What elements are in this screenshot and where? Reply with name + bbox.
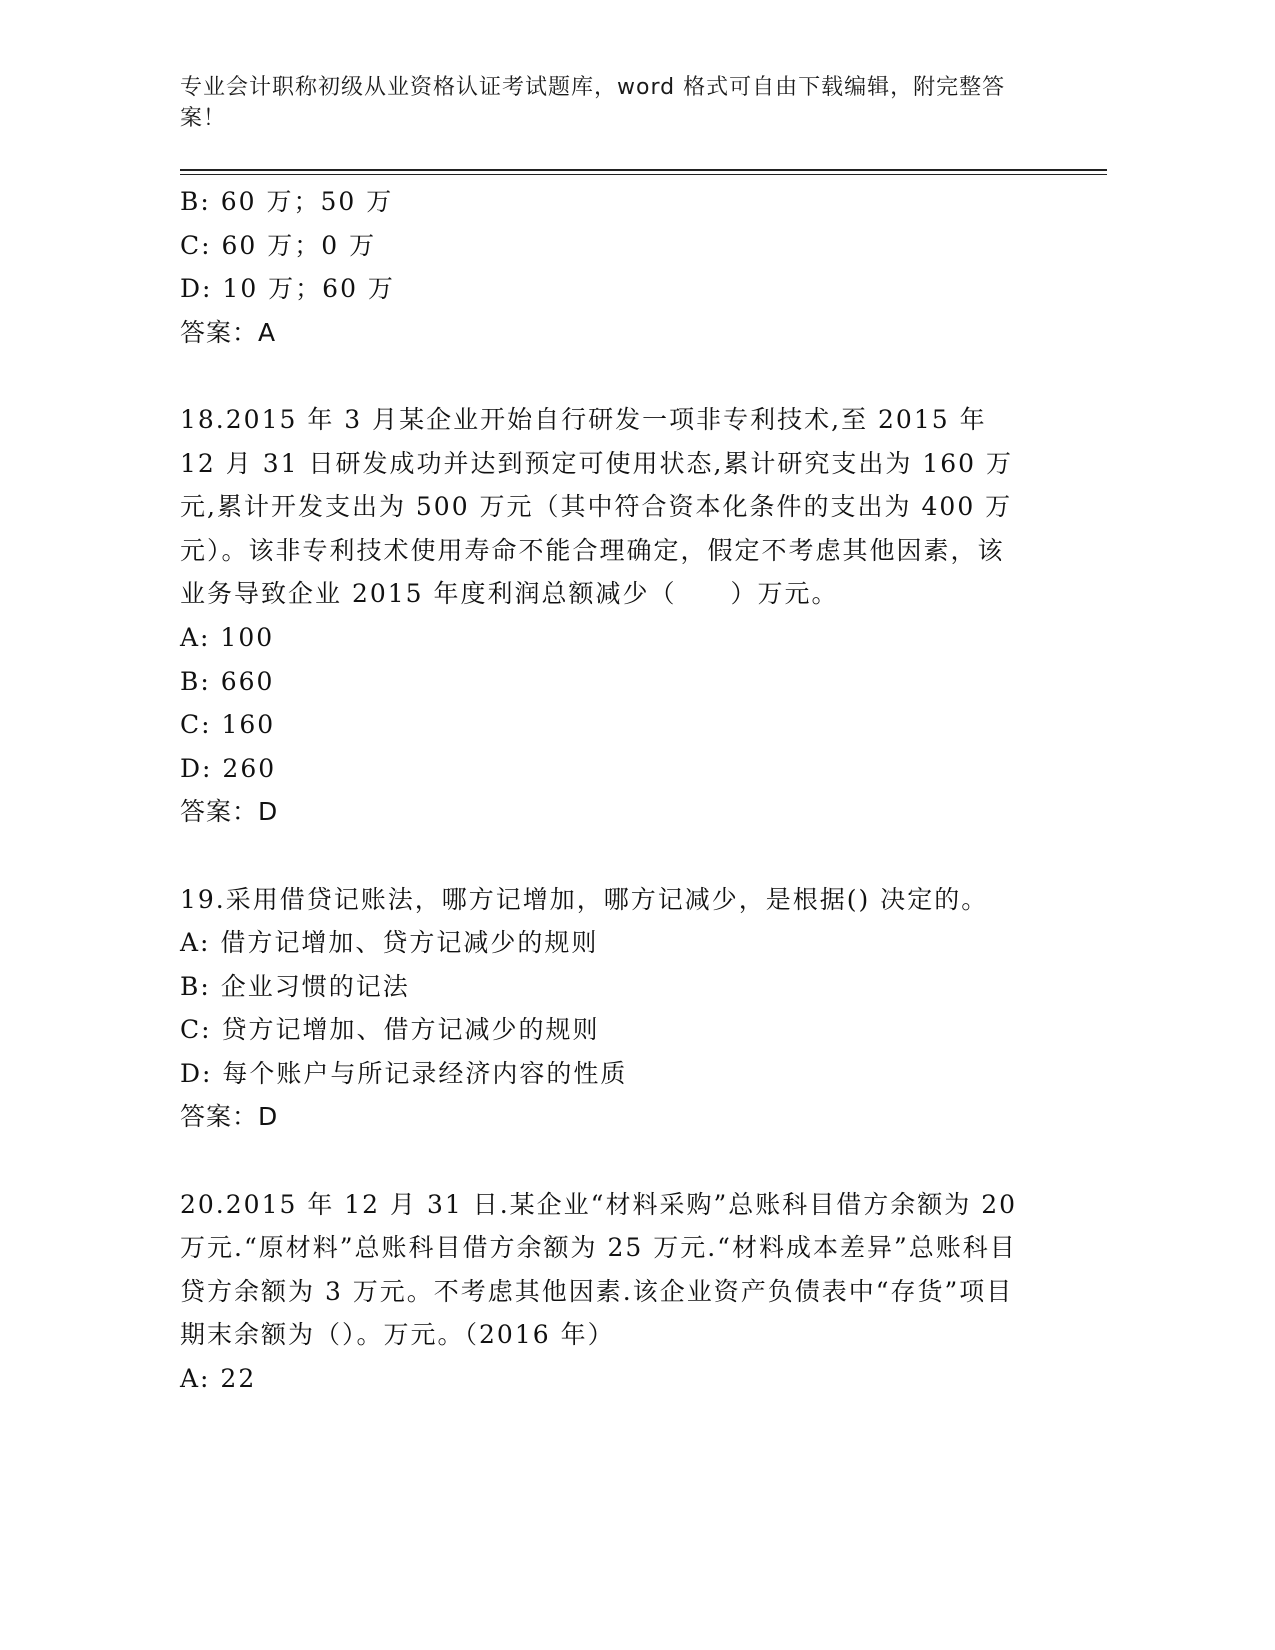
option-d: D: 10 万；60 万 [180, 274, 395, 304]
option-b: B: 660 [180, 666, 275, 696]
question-content [180, 180, 1040, 1401]
answer-line: 答案：A [180, 317, 277, 347]
option-c: C: 贷方记增加、借方记减少的规则 [180, 1015, 600, 1045]
option-d: D: 260 [180, 753, 277, 783]
option-a: A: 借方记增加、贷方记减少的规则 [180, 928, 599, 958]
option-a: A: 100 [180, 622, 275, 652]
answer-line: 答案：D [180, 1102, 279, 1132]
option-d: D: 每个账户与所记录经济内容的性质 [180, 1058, 628, 1088]
option-c: C: 160 [180, 710, 276, 740]
question-18 [180, 398, 1040, 834]
question-text: 19.采用借贷记账法，哪方记增加，哪方记减少，是根据() 决定的。 [180, 884, 989, 914]
header-rule-thick [180, 169, 1107, 171]
page-header: 专业会计职称初级从业资格认证考试题库，word 格式可自由下载编辑，附完整答案！ [180, 75, 1006, 131]
question-17-continued [180, 180, 1040, 354]
answer-line: 答案：D [180, 797, 279, 827]
option-a: A: 22 [180, 1364, 257, 1394]
question-20 [180, 1183, 1040, 1401]
option-b: B: 企业习惯的记法 [180, 971, 410, 1001]
question-19 [180, 878, 1040, 1140]
option-b: B: 60 万；50 万 [180, 187, 394, 216]
question-text: 20.2015 年 12 月 31 日.某企业“材料采购”总账科目借方余额为 20 万元.“原材料”总账科目借方余额为 25 万元.“材料成本差异”总账科目贷方余额为 3 万元。不考虑其他因素.该企业资产负债表中“存货”项目期末余额为（）。万元。（2016 年） [180, 1189, 1018, 1350]
question-text: 18.2015 年 3 月某企业开始自行研发一项非专利技术,至 2015 年 12 月 31 日研发成功并达到预定可使用状态,累计研究支出为 160 万元,累计开发支出为 500 万元（其中符合资本化条件的支出为 400 万元）。该非专利技术使用寿命不能合理确定，假定不考虑其他因素，该业务导致企业 2015 年度利润总额减少（ ）万元。 [180, 404, 1014, 609]
spacer [180, 834, 1040, 878]
spacer [180, 1139, 1040, 1183]
header-rule-thin [180, 174, 1107, 175]
option-c: C: 60 万；0 万 [180, 230, 377, 260]
spacer [180, 354, 1040, 398]
